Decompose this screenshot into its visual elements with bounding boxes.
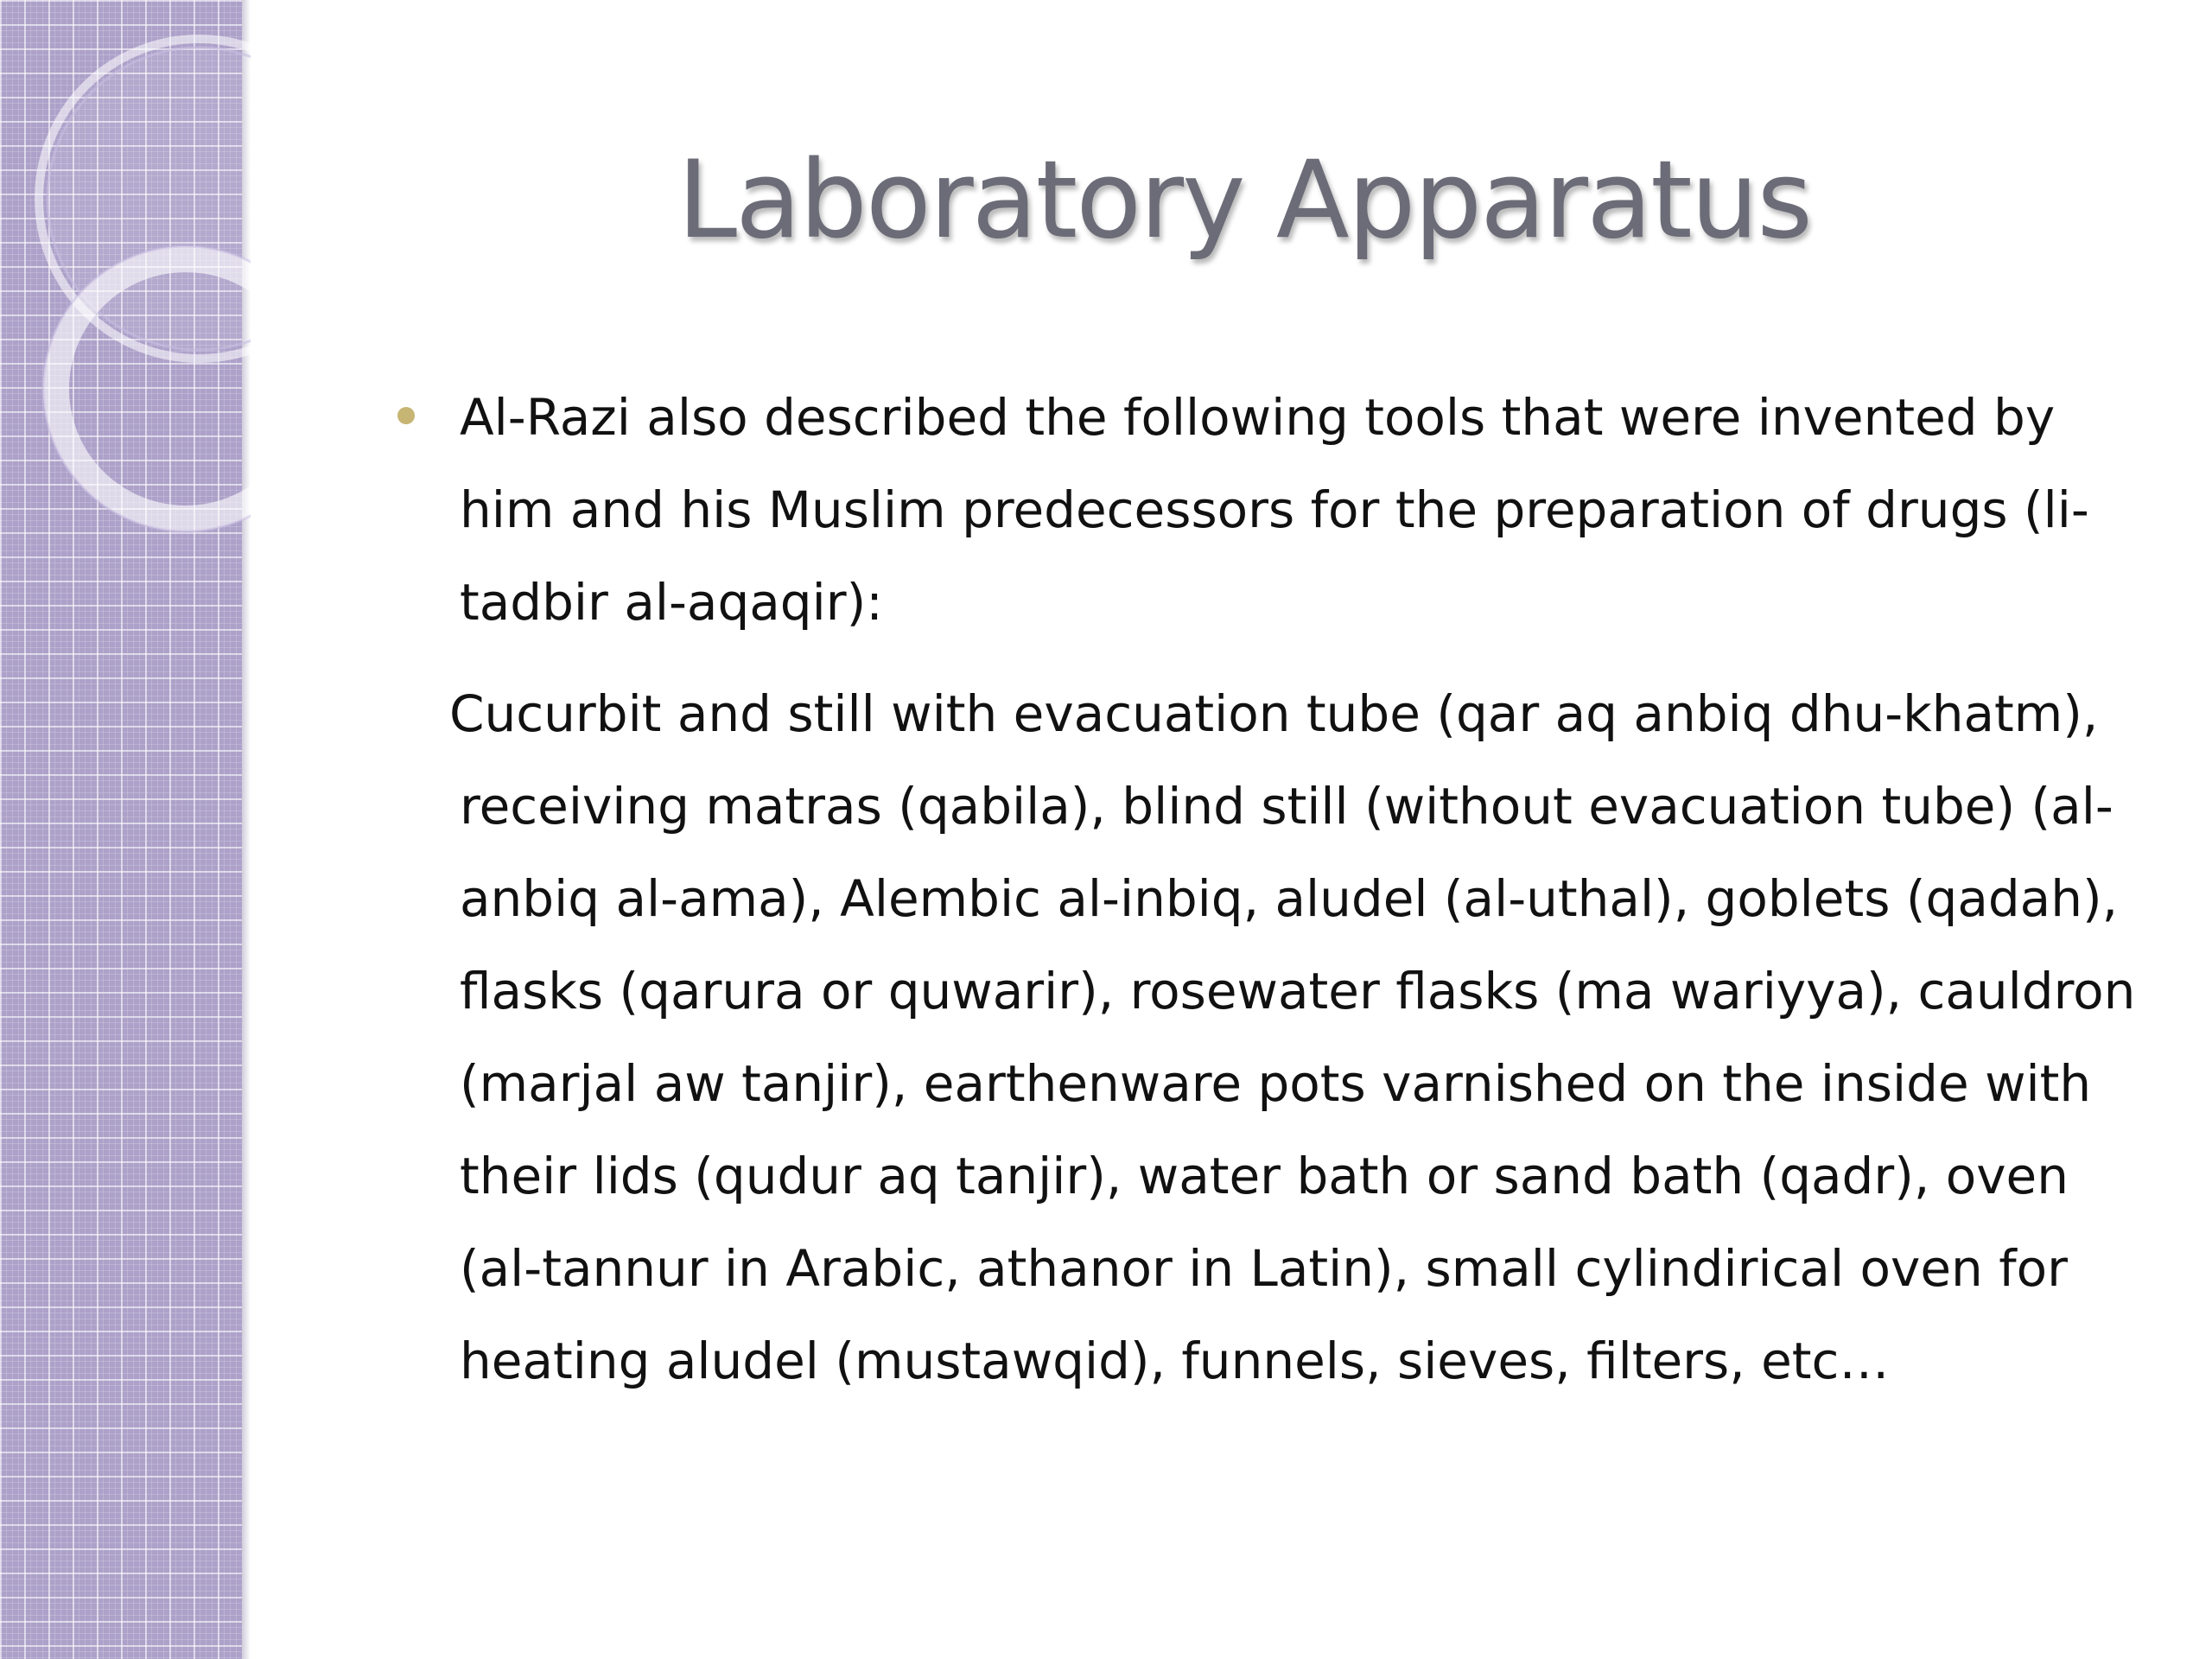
apparatus-list-paragraph: Cucurbit and still with evacuation tube (qar aq anbiq dhu-khatm), receiving matras (qabila), blind still (without evacuation tube) (al-anbiq al-ama), Alembic al-inbiq, aludel (al-uthal), goblets (qadah), flasks (qarura or quwarir), rosewater flasks (ma wariyya), cauldron (marjal aw tanjir), earthenware pots varnished on the inside with their lids (qudur aq tanjir), water bath or sand bath (qadr), oven (al-tannur in Arabic, athanor in Latin), small cylindirical oven for heating aludel (mustawqid), funnels, sieves, filters, etc… (449, 684, 2136, 1390)
slide-title: Laboratory Apparatus (677, 138, 1811, 263)
decorative-rings (0, 0, 251, 553)
bullet-item (397, 372, 2160, 649)
slide-body (397, 372, 2160, 1408)
bullet-text: Al-Razi also described the following tools that were invented by him and his Muslim predecessors for the preparation of drugs (li-tadbir al-aqaqir): (460, 388, 2089, 632)
bullet-dot-icon (397, 407, 415, 424)
